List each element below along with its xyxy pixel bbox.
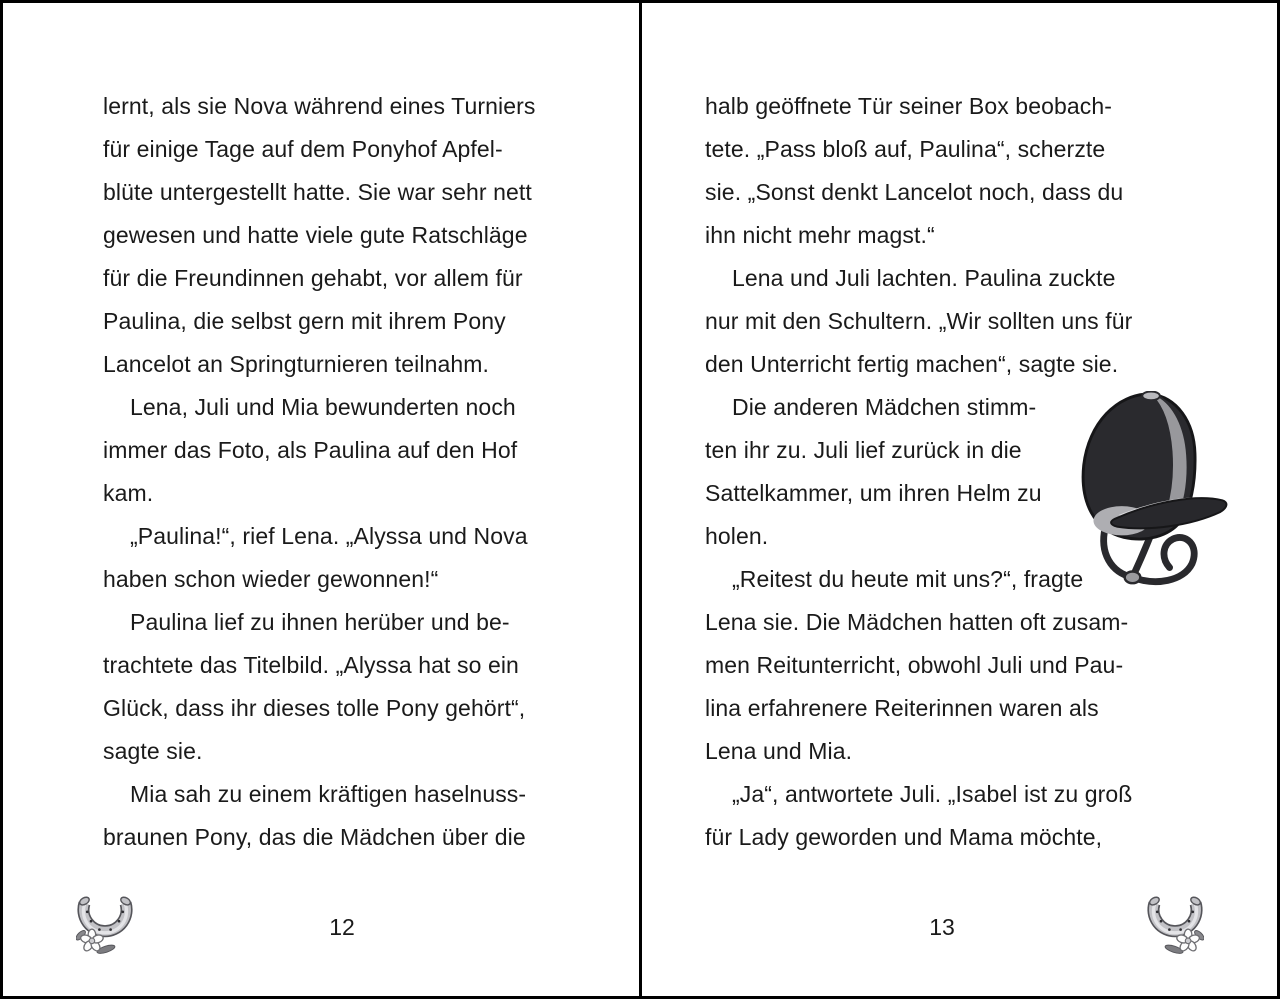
text-line: trachtete das Titelbild. „Alyssa hat so ein xyxy=(103,652,519,678)
riding-helmet-icon xyxy=(1074,391,1232,591)
text-line: halb geöffnete Tür seiner Box beobach- xyxy=(705,93,1113,119)
text-line: für die Freundinnen gehabt, vor allem für xyxy=(103,265,523,291)
text-line: Paulina, die selbst gern mit ihrem Pony xyxy=(103,308,506,334)
text-line: „Reitest du heute mit uns?“, fragte xyxy=(732,566,1084,592)
text-line: lernt, als sie Nova während eines Turniers xyxy=(103,93,536,119)
text-line: ihn nicht mehr magst.“ xyxy=(705,222,935,248)
text-line: kam. xyxy=(103,480,154,506)
horseshoe-flower-icon xyxy=(1146,891,1204,957)
text-line: Lena und Mia. xyxy=(705,738,853,764)
riding-helmet-illustration xyxy=(1074,391,1232,591)
text-line: sie. „Sonst denkt Lancelot noch, dass du xyxy=(705,179,1124,205)
text-line: sagte sie. xyxy=(103,738,203,764)
text-line: „Paulina!“, rief Lena. „Alyssa und Nova xyxy=(130,523,528,549)
text-line: Paulina lief zu ihnen herüber und be- xyxy=(130,609,510,635)
text-line: tete. „Pass bloß auf, Paulina“, scherzte xyxy=(705,136,1106,162)
text-line: blüte untergestellt hatte. Sie war sehr nett xyxy=(103,179,532,205)
text-line: Lena, Juli und Mia bewunderten noch xyxy=(130,394,516,420)
text-line: Lena und Juli lachten. Paulina zuckte xyxy=(732,265,1116,291)
page-gutter-divider xyxy=(639,0,642,999)
text-line: den Unterricht fertig machen“, sagte sie. xyxy=(705,351,1119,377)
text-line: haben schon wieder gewonnen!“ xyxy=(103,566,439,592)
text-line: Glück, dass ihr dieses tolle Pony gehört“, xyxy=(103,695,526,721)
text-line: Sattelkammer, um ihren Helm zu xyxy=(705,480,1042,506)
page-number-left: 12 xyxy=(329,914,355,940)
left-page-text xyxy=(103,85,593,859)
text-line: Mia sah zu einem kräftigen haselnuss- xyxy=(130,781,527,807)
text-line: ten ihr zu. Juli lief zurück in die xyxy=(705,437,1022,463)
text-line: Lena sie. Die Mädchen hatten oft zusam- xyxy=(705,609,1129,635)
text-line: men Reitunterricht, obwohl Juli und Pau- xyxy=(705,652,1124,678)
text-line: braunen Pony, das die Mädchen über die xyxy=(103,824,526,850)
text-line: holen. xyxy=(705,523,769,549)
text-line: für Lady geworden und Mama möchte, xyxy=(705,824,1103,850)
text-line: nur mit den Schultern. „Wir sollten uns für xyxy=(705,308,1133,334)
text-line: Die anderen Mädchen stimm- xyxy=(732,394,1037,420)
text-line: „Ja“, antwortete Juli. „Isabel ist zu groß xyxy=(732,781,1133,807)
text-line: Lancelot an Springturnieren teilnahm. xyxy=(103,351,489,377)
text-line: gewesen und hatte viele gute Ratschläge xyxy=(103,222,528,248)
page-number-right: 13 xyxy=(929,914,955,940)
text-line: lina erfahrenere Reiterinnen waren als xyxy=(705,695,1099,721)
text-line: für einige Tage auf dem Ponyhof Apfel- xyxy=(103,136,503,162)
text-line: immer das Foto, als Paulina auf den Hof xyxy=(103,437,518,463)
